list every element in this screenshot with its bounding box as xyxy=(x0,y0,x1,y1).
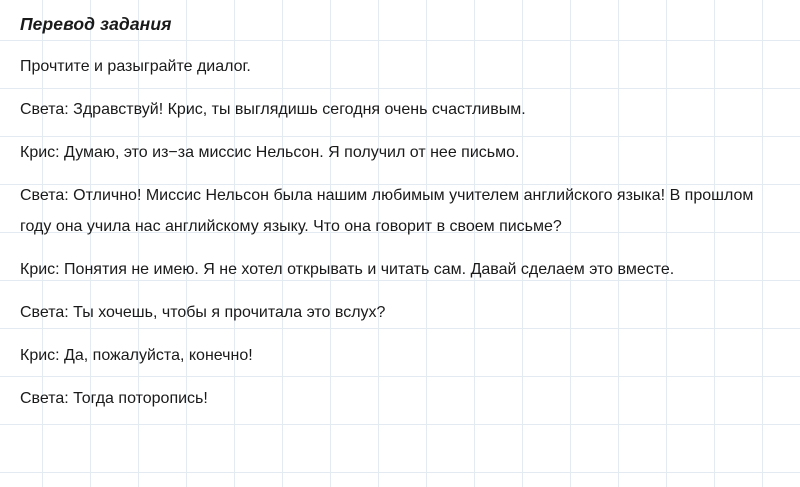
paragraph-dialog-line-2: Крис: Думаю, это из−за миссис Нельсон. Я получил от нее письмо. xyxy=(20,144,520,161)
paragraph-dialog-line-6: Крис: Да, пожалуйста, конечно! xyxy=(20,347,253,364)
page-title: Перевод задания xyxy=(20,14,172,34)
paragraph-dialog-line-5: Света: Ты хочешь, чтобы я прочитала это вслух? xyxy=(20,304,386,321)
paragraph-dialog-line-3: Света: Отлично! Миссис Нельсон была нашим любимым учителем английского языка! В прошлом году она учила нас английскому языку. Что она говорит в своем письме? xyxy=(20,187,754,235)
paragraph-instruction: Прочтите и разыграйте диалог. xyxy=(20,58,251,75)
paragraph-dialog-line-7: Света: Тогда поторопись! xyxy=(20,390,208,407)
document-content xyxy=(20,14,784,414)
paragraph-dialog-line-4: Крис: Понятия не имею. Я не хотел открывать и читать сам. Давай сделаем это вместе. xyxy=(20,261,675,278)
paragraph-dialog-line-1: Света: Здравствуй! Крис, ты выглядишь сегодня очень счастливым. xyxy=(20,101,526,118)
